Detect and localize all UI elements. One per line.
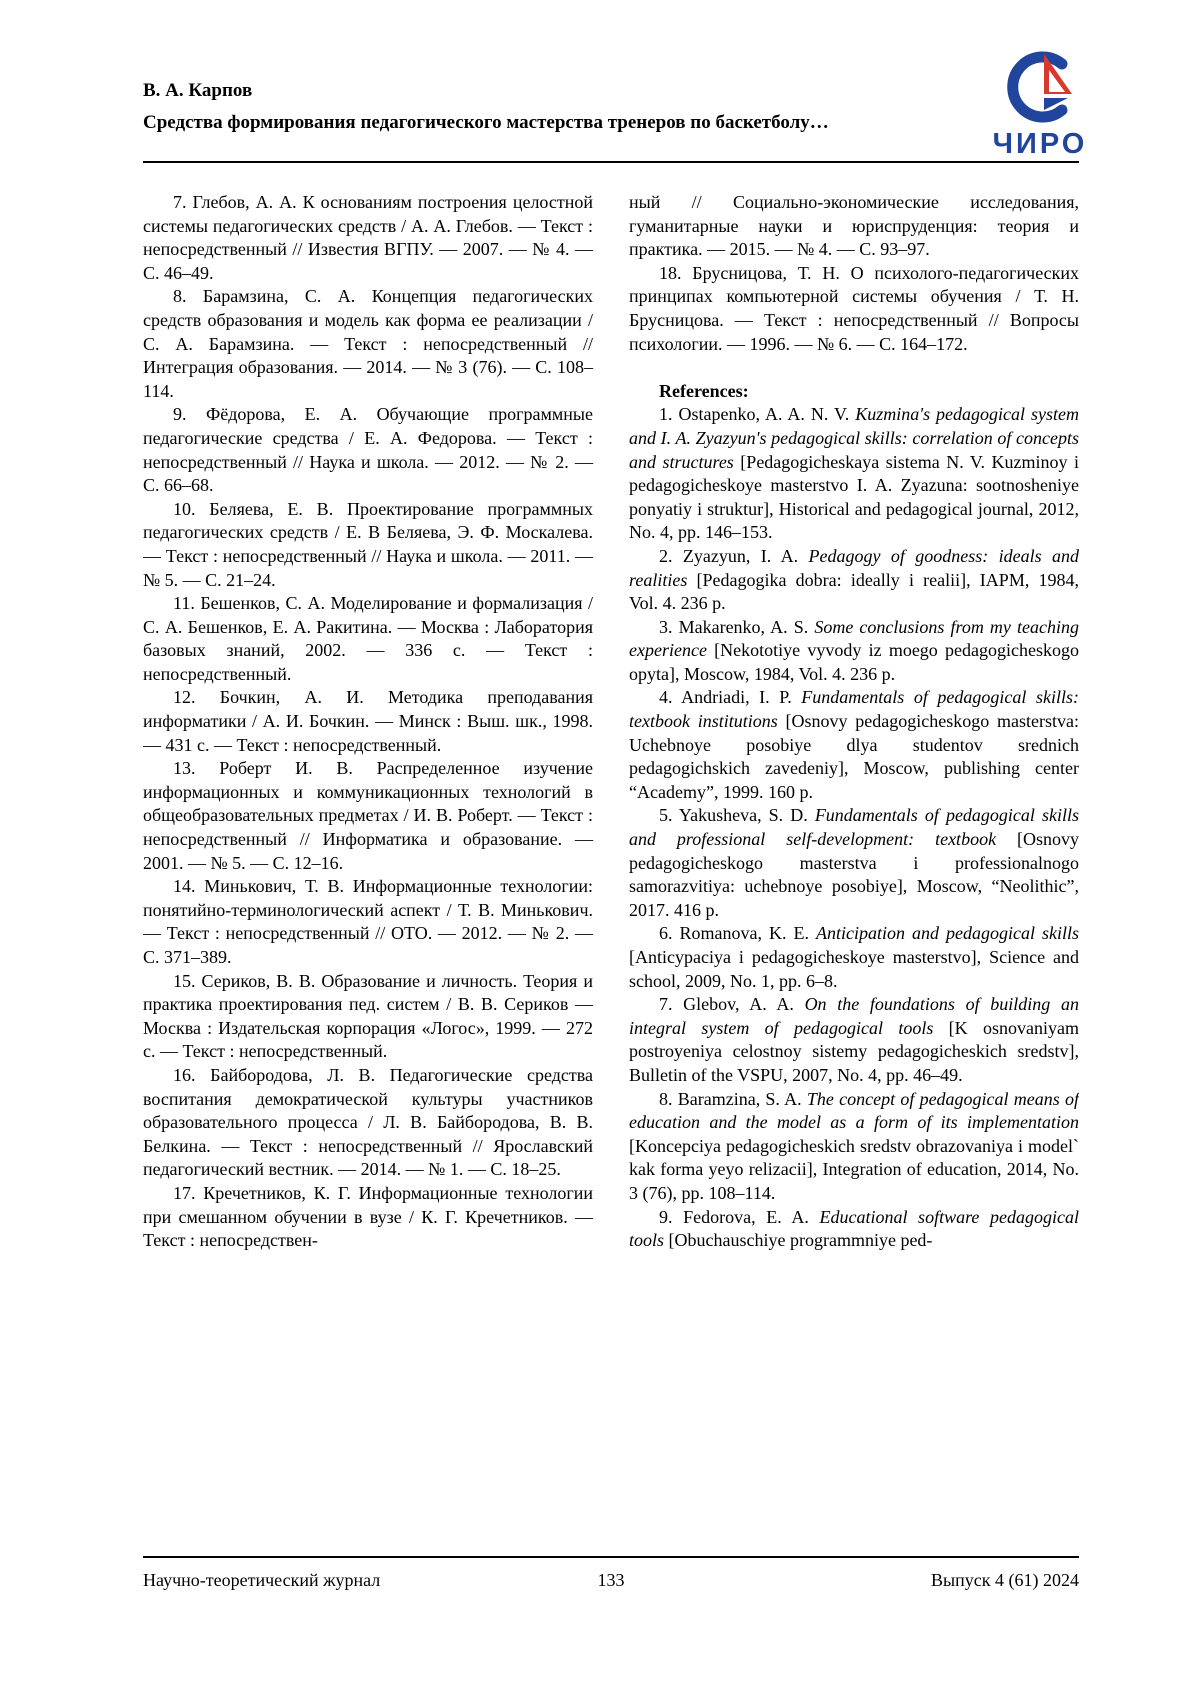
reference-entry-6 <box>629 922 1079 993</box>
reference-text: [Pedagogika dobra: ideally i realii], IAPM, 1984, Vol. 4. 236 p. <box>629 569 1079 614</box>
column-right <box>629 191 1079 1551</box>
bibliography-entry-12 <box>143 686 593 757</box>
reference-text: 9. Фёдорова, Е. А. Обучающие программные педагогические средства / Е. А. Федорова. — Текст : непосредственный // Наука и школа. — 2012. — № 2. — С. 66–68. <box>143 404 593 496</box>
bibliography-entry-17 <box>143 1182 593 1253</box>
journal-emblem-icon <box>1002 48 1078 126</box>
bibliography-entry-14 <box>143 875 593 969</box>
reference-entry-1 <box>629 403 1079 545</box>
reference-title-italic: Pedagogy of goodness: ideals and realities <box>629 545 1079 590</box>
bibliography-entry-17-continued <box>629 191 1079 262</box>
reference-entry-8 <box>629 1088 1079 1206</box>
reference-text: 3. Makarenko, A. S. <box>659 616 815 637</box>
footer-issue: Выпуск 4 (61) 2024 <box>931 1570 1079 1590</box>
bibliography-entry-15 <box>143 970 593 1064</box>
reference-text: 7. Glebov, A. A. <box>659 994 805 1015</box>
footer-page-number: 133 <box>597 1570 625 1590</box>
page-header <box>143 78 943 136</box>
reference-text: 12. Бочкин, А. И. Методика преподавания информатики / А. И. Бочкин. — Минск : Выш. шк., 1998. — 431 с. — Текст : непосредственный. <box>143 687 593 755</box>
reference-title-italic: On the foundations of building an integral system of pedagogical tools <box>629 994 1079 1038</box>
footer-divider <box>143 1556 1079 1558</box>
header-divider <box>143 161 1079 163</box>
reference-text: 15. Сериков, В. В. Образование и личность. Теория и практика проектирования пед. систем / В. В. Сериков — Москва : Издательская корпорация «Логос», 1999. — 272 с. — Текст : непосредственный. <box>143 970 593 1062</box>
bibliography-entry-13 <box>143 757 593 875</box>
reference-text: [Osnovy pedagogicheskogo masterstva: Uchebnoye posobiye dlya studentov srednich pedagogichskich zavedeniy], Moscow, publishing center “Academy”, 1999. 160 p. <box>629 711 1079 802</box>
author-name: В. А. Карпов <box>143 80 253 101</box>
bibliography-entry-18 <box>629 262 1079 356</box>
reference-text: 13. Роберт И. В. Распределенное изучение информационных и коммуникационных технологий в общеобразовательных предметах / И. В. Роберт. — Текст : непосредственный // Информатика и образование. — 2001. — № 5. — С. 12–16. <box>143 758 593 873</box>
reference-text: [Nekototiye vyvody iz moego pedagogicheskogo opyta], Moscow, 1984, Vol. 4. 236 p. <box>629 640 1079 684</box>
bibliography-entry-9 <box>143 403 593 497</box>
reference-text: [Osnovy pedagogicheskogo masterstva i professionalnogo samorazvitiya: uchebnoye posobiye], Moscow, “Neolithic”, 2017. 416 p. <box>629 829 1079 920</box>
reference-title-italic: The concept of pedagogical means of education and the model as a form of its implementation <box>629 1088 1079 1133</box>
reference-text: 11. Бешенков, С. А. Моделирование и формализация / С. А. Бешенков, Е. А. Ракитина. — Москва : Лаборатория базовых знаний, 2002. — 336 с. — Текст : непосредственный. <box>143 593 593 684</box>
bibliography-entry-10 <box>143 498 593 592</box>
reference-entry-5 <box>629 804 1079 922</box>
reference-text: 16. Байбородова, Л. В. Педагогические средства воспитания демократической культуры участников образовательного процесса / Л. В. Байбородова, В. В. Белкина. — Текст : непосредственный // Ярославский педагогический вестник. — 2014. — № 1. — С. 18–25. <box>143 1064 593 1180</box>
reference-entry-4 <box>629 686 1079 804</box>
column-left <box>143 191 593 1551</box>
reference-text: 9. Fedorova, E. A. <box>659 1206 820 1227</box>
reference-entry-2 <box>629 545 1079 616</box>
journal-logo <box>985 48 1095 161</box>
reference-text: 8. Барамзина, С. А. Концепция педагогических средств образования и модель как форма ее реализации / С. А. Барамзина. — Текст : непосредственный // Интеграция образования. — 2014. — № 3 (76). — С. 108–114. <box>143 286 593 401</box>
bibliography-entry-7 <box>143 191 593 285</box>
reference-text: 6. Romanova, K. E. <box>659 923 816 944</box>
reference-text: 14. Минькович, Т. В. Информационные технологии: понятийно-терминологический аспект / Т. В. Минькович. — Текст : непосредственный // ОТО. — 2012. — № 2. — С. 371–389. <box>143 876 593 967</box>
reference-text: [Koncepciya pedagogicheskich sredstv obrazovaniya i model` kak forma yeyo relizacii], Integration of education, 2014, No. 3 (76), pp. 108–114. <box>629 1135 1079 1203</box>
reference-title-italic: Educational software pedagogical tools <box>629 1206 1079 1251</box>
journal-logo-text: ЧИРО <box>992 128 1088 160</box>
reference-text: 2. Zyazyun, I. A. <box>659 545 809 566</box>
reference-text: 17. Кречетников, К. Г. Информационные технологии при смешанном обучении в вузе / К. Г. Кречетников. — Текст : непосредствен- <box>143 1182 593 1251</box>
reference-text: 10. Беляева, Е. В. Проектирование программных педагогических средств / Е. В Беляева, Э. Ф. Москалева. — Текст : непосредственный // Наука и школа. — 2011. — № 5. — С. 21–24. <box>143 498 593 590</box>
reference-text: 1. Ostapenko, A. A. N. V. <box>659 404 856 425</box>
footer-journal-type: Научно-теоретический журнал <box>143 1570 381 1590</box>
reference-title-italic: Anticipation and pedagogical skills <box>816 923 1079 944</box>
article-body <box>143 191 1079 1551</box>
reference-title-italic: Kuzmina's pedagogical system and I. A. Zyazyun's pedagogical skills: correlation of concepts and structures <box>629 404 1079 472</box>
reference-text: [K osnovaniyam postroyeniya celostnoy sistemy pedagogicheskich sredstv], Bulletin of the VSPU, 2007, No. 4, pp. 46–49. <box>629 1017 1079 1085</box>
reference-text: ный // Социально-экономические исследования, гуманитарные науки и юриспруденция: теория и практика. — 2015. — № 4. — С. 93–97. <box>629 192 1079 260</box>
bibliography-entry-11 <box>143 592 593 686</box>
reference-entry-9 <box>629 1206 1079 1253</box>
reference-text: [Anticypaciya i pedagogicheskoye masterstvo], Science and school, 2009, No. 1, pp. 6–8. <box>629 947 1079 991</box>
references-heading <box>629 380 1079 404</box>
reference-entry-7 <box>629 993 1079 1087</box>
page-footer <box>143 1567 1079 1593</box>
reference-text: 4. Andriadi, I. P. <box>659 687 802 708</box>
reference-title-italic: Some conclusions from my teaching experience <box>629 616 1079 661</box>
reference-text: [Obuchauschiye programmniye ped- <box>664 1230 933 1251</box>
reference-text: [Pedagogicheskaya sistema N. V. Kuzminoy i pedagogicheskoye masterstvo I. A. Zyazuna: sootnosheniye ponyatiy i struktur], Historical and pedagogical journal, 2012, No. 4, pp. 146–153. <box>629 451 1079 543</box>
article-title: Средства формирования педагогического мастерства тренеров по баскетболу… <box>143 112 829 133</box>
reference-text: 8. Baramzina, S. A. <box>659 1088 807 1109</box>
bibliography-entry-16 <box>143 1064 593 1182</box>
reference-title-italic: Fundamentals of pedagogical skills and professional self-development: textbook <box>629 805 1079 850</box>
bibliography-entry-8 <box>143 285 593 403</box>
reference-text: References: <box>659 380 749 401</box>
reference-text: 7. Глебов, А. А. К основаниям построения целостной системы педагогических средств / А. А. Глебов. — Текст : непосредственный // Известия ВГПУ. — 2007. — № 4. — С. 46–49. <box>143 192 593 283</box>
reference-title-italic: Fundamentals of pedagogical skills: textbook institutions <box>629 687 1079 732</box>
reference-text: 5. Yakusheva, S. D. <box>659 805 815 826</box>
reference-text: 18. Брусницова, Т. Н. О психолого-педагогических принципах компьютерной системы обучения / Т. Н. Брусницова. — Текст : непосредственный // Вопросы психологии. — 1996. — № 6. — С. 164–172. <box>629 262 1079 354</box>
reference-entry-3 <box>629 616 1079 687</box>
